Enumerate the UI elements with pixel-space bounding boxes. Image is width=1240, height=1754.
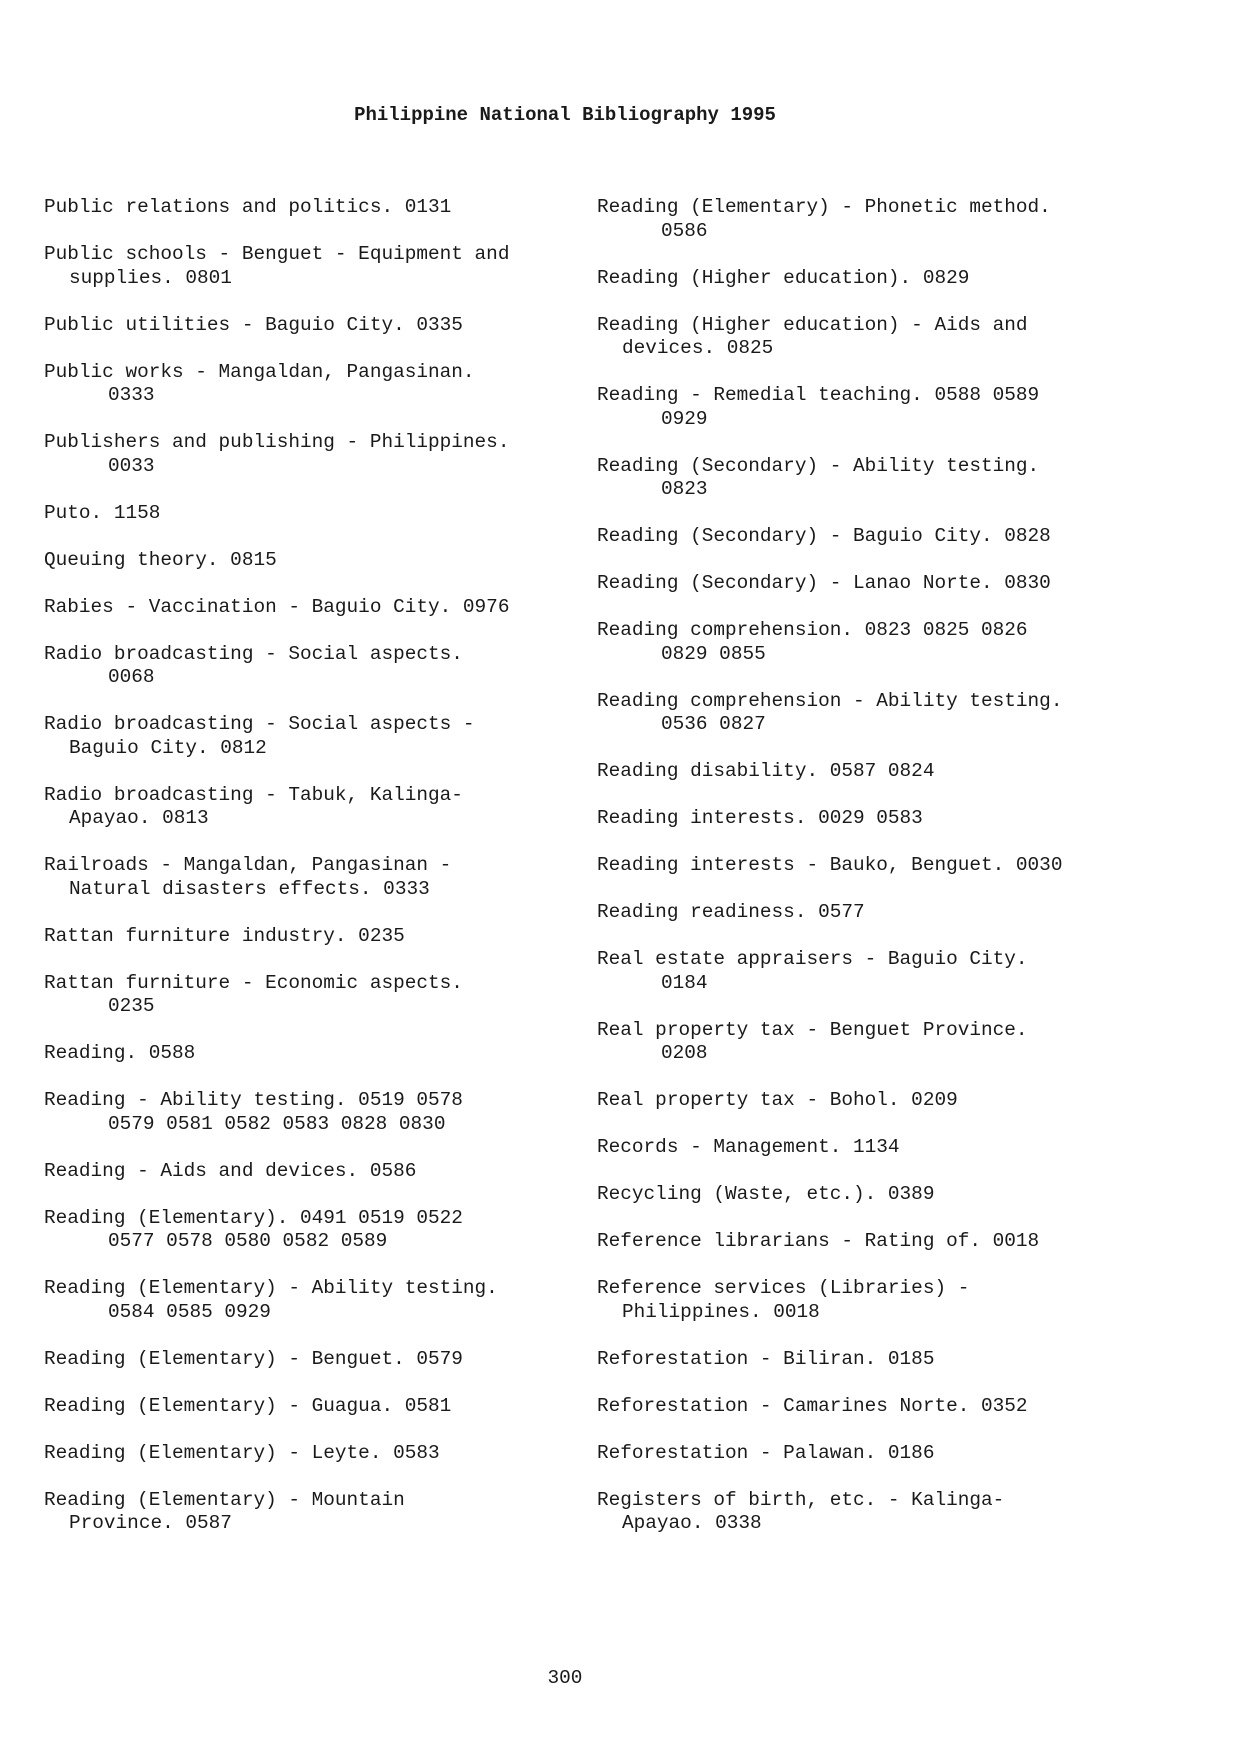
- entry-continuation: devices. 0825: [622, 337, 774, 359]
- entry-continuation: 0829 0855: [661, 642, 766, 665]
- index-entry: [44, 1442, 584, 1466]
- index-entry: [597, 314, 1157, 361]
- index-entry: [44, 854, 584, 901]
- index-entry: [44, 1348, 584, 1372]
- entry-continuation: 0577 0578 0580 0582 0589: [108, 1230, 388, 1252]
- index-entry: [44, 1277, 584, 1324]
- index-entry: [597, 1489, 1157, 1536]
- index-entry: [44, 502, 584, 526]
- index-entry: [597, 1019, 1157, 1066]
- index-entry: [597, 807, 1157, 831]
- index-entry: [44, 549, 584, 573]
- index-entry: [44, 1042, 584, 1066]
- entry-heading: Reading readiness. 0577: [597, 901, 865, 923]
- index-entry: [597, 690, 1157, 737]
- index-entry: [44, 972, 584, 1019]
- entry-continuation: 0579 0581 0582 0583 0828 0830: [108, 1112, 446, 1135]
- index-entry: [597, 1089, 1157, 1113]
- index-entry: [597, 901, 1157, 925]
- index-entry: [597, 1230, 1157, 1254]
- index-entry: [44, 925, 584, 949]
- entry-heading: Real property tax - Benguet Province.: [597, 1018, 1028, 1041]
- index-entry: [597, 1395, 1157, 1419]
- index-entry: [597, 619, 1157, 666]
- index-column-left: [44, 196, 584, 1559]
- entry-heading: Reading (Elementary) - Guagua. 0581: [44, 1394, 452, 1417]
- entry-continuation: 0586: [661, 219, 708, 242]
- entry-continuation: 0929: [661, 407, 708, 430]
- entry-heading: Public utilities - Baguio City. 0335: [44, 313, 463, 336]
- page-number: 300: [547, 1667, 583, 1689]
- index-entry: [44, 1395, 584, 1419]
- entry-heading: Reading (Secondary) - Ability testing.: [597, 454, 1040, 477]
- entry-heading: Reading (Elementary) - Benguet. 0579: [44, 1347, 463, 1370]
- index-entry: [44, 596, 584, 620]
- index-entry: [597, 1277, 1157, 1324]
- index-entry: [44, 431, 584, 478]
- entry-heading: Radio broadcasting - Tabuk, Kalinga-: [44, 783, 463, 806]
- entry-heading: Reading comprehension - Ability testing.: [597, 689, 1063, 712]
- index-entry: [597, 384, 1157, 431]
- index-entry: [597, 1183, 1157, 1207]
- entry-continuation: Natural disasters effects. 0333: [69, 877, 430, 900]
- entry-heading: Reading - Ability testing. 0519 0578: [44, 1089, 463, 1111]
- entry-heading: Reading interests - Bauko, Benguet. 0030: [597, 854, 1063, 876]
- entry-heading: Radio broadcasting - Social aspects.: [44, 642, 463, 665]
- entry-heading: Public schools - Benguet - Equipment and: [44, 243, 510, 265]
- index-entry: [597, 525, 1157, 549]
- entry-heading: Reading (Elementary) - Mountain: [44, 1488, 405, 1511]
- entry-heading: Reference services (Libraries) -: [597, 1277, 970, 1299]
- entry-heading: Registers of birth, etc. - Kalinga-: [597, 1488, 1005, 1511]
- entry-continuation: 0333: [108, 384, 155, 406]
- entry-continuation: 0584 0585 0929: [108, 1300, 271, 1323]
- index-entry: [44, 361, 584, 408]
- entry-continuation: supplies. 0801: [69, 266, 232, 289]
- entry-continuation: 0068: [108, 666, 155, 688]
- index-entry: [597, 455, 1157, 502]
- entry-heading: Reading. 0588: [44, 1042, 196, 1064]
- entry-continuation: Philippines. 0018: [622, 1300, 820, 1323]
- index-entry: [44, 643, 584, 690]
- entry-heading: Reading comprehension. 0823 0825 0826: [597, 619, 1028, 641]
- index-entry: [44, 1489, 584, 1536]
- entry-continuation: 0536 0827: [661, 713, 766, 735]
- entry-continuation: 0184: [661, 971, 708, 994]
- entry-heading: Reading (Elementary) - Phonetic method.: [597, 196, 1051, 218]
- entry-continuation: Baguio City. 0812: [69, 736, 267, 759]
- index-column-right: [597, 196, 1157, 1559]
- entry-continuation: Apayao. 0813: [69, 807, 209, 829]
- entry-heading: Real estate appraisers - Baguio City.: [597, 948, 1028, 970]
- index-entry: [597, 854, 1157, 878]
- entry-continuation: Province. 0587: [69, 1512, 232, 1534]
- entry-heading: Publishers and publishing - Philippines.: [44, 431, 510, 453]
- entry-heading: Records - Management. 1134: [597, 1136, 900, 1158]
- entry-heading: Reading (Secondary) - Lanao Norte. 0830: [597, 572, 1051, 594]
- entry-heading: Queuing theory. 0815: [44, 548, 277, 571]
- entry-heading: Radio broadcasting - Social aspects -: [44, 713, 475, 735]
- entry-heading: Reading (Higher education) - Aids and: [597, 313, 1028, 336]
- entry-heading: Reading (Elementary) - Ability testing.: [44, 1277, 498, 1299]
- entry-continuation: 0033: [108, 454, 155, 477]
- index-entry: [44, 196, 584, 220]
- entry-heading: Reading (Elementary). 0491 0519 0522: [44, 1206, 463, 1229]
- entry-heading: Railroads - Mangaldan, Pangasinan -: [44, 854, 452, 876]
- index-entry: [44, 1089, 584, 1136]
- entry-continuation: 0235: [108, 995, 155, 1017]
- index-entry: [44, 1207, 584, 1254]
- index-entry: [597, 572, 1157, 596]
- entry-heading: Public works - Mangaldan, Pangasinan.: [44, 360, 475, 383]
- entry-heading: Reading disability. 0587 0824: [597, 760, 935, 782]
- entry-continuation: 0208: [661, 1042, 708, 1064]
- index-entry: [44, 1160, 584, 1184]
- entry-heading: Reading (Secondary) - Baguio City. 0828: [597, 525, 1051, 547]
- entry-heading: Puto. 1158: [44, 501, 161, 524]
- entry-heading: Reading interests. 0029 0583: [597, 807, 923, 829]
- index-entry: [44, 243, 584, 290]
- entry-heading: Rattan furniture - Economic aspects.: [44, 971, 463, 994]
- entry-heading: Real property tax - Bohol. 0209: [597, 1089, 958, 1111]
- index-entry: [44, 314, 584, 338]
- entry-heading: Public relations and politics. 0131: [44, 196, 452, 218]
- entry-heading: Reading - Remedial teaching. 0588 0589: [597, 384, 1040, 406]
- page-title: Philippine National Bibliography 1995: [354, 104, 776, 126]
- entry-heading: Reforestation - Biliran. 0185: [597, 1347, 935, 1370]
- entry-continuation: Apayao. 0338: [622, 1512, 762, 1534]
- index-entry: [597, 948, 1157, 995]
- entry-heading: Rabies - Vaccination - Baguio City. 0976: [44, 595, 510, 618]
- entry-heading: Recycling (Waste, etc.). 0389: [597, 1183, 935, 1205]
- entry-heading: Reading - Aids and devices. 0586: [44, 1159, 417, 1182]
- index-entry: [597, 1442, 1157, 1466]
- index-entry: [597, 1136, 1157, 1160]
- entry-heading: Reforestation - Camarines Norte. 0352: [597, 1394, 1028, 1417]
- entry-continuation: 0823: [661, 478, 708, 500]
- entry-heading: Rattan furniture industry. 0235: [44, 924, 405, 947]
- index-entry: [597, 196, 1157, 243]
- entry-heading: Reference librarians - Rating of. 0018: [597, 1230, 1040, 1252]
- entry-heading: Reforestation - Palawan. 0186: [597, 1441, 935, 1464]
- index-entry: [597, 1348, 1157, 1372]
- index-entry: [44, 784, 584, 831]
- index-entry: [597, 760, 1157, 784]
- entry-heading: Reading (Elementary) - Leyte. 0583: [44, 1441, 440, 1464]
- entry-heading: Reading (Higher education). 0829: [597, 266, 970, 289]
- index-entry: [44, 713, 584, 760]
- index-entry: [597, 267, 1157, 291]
